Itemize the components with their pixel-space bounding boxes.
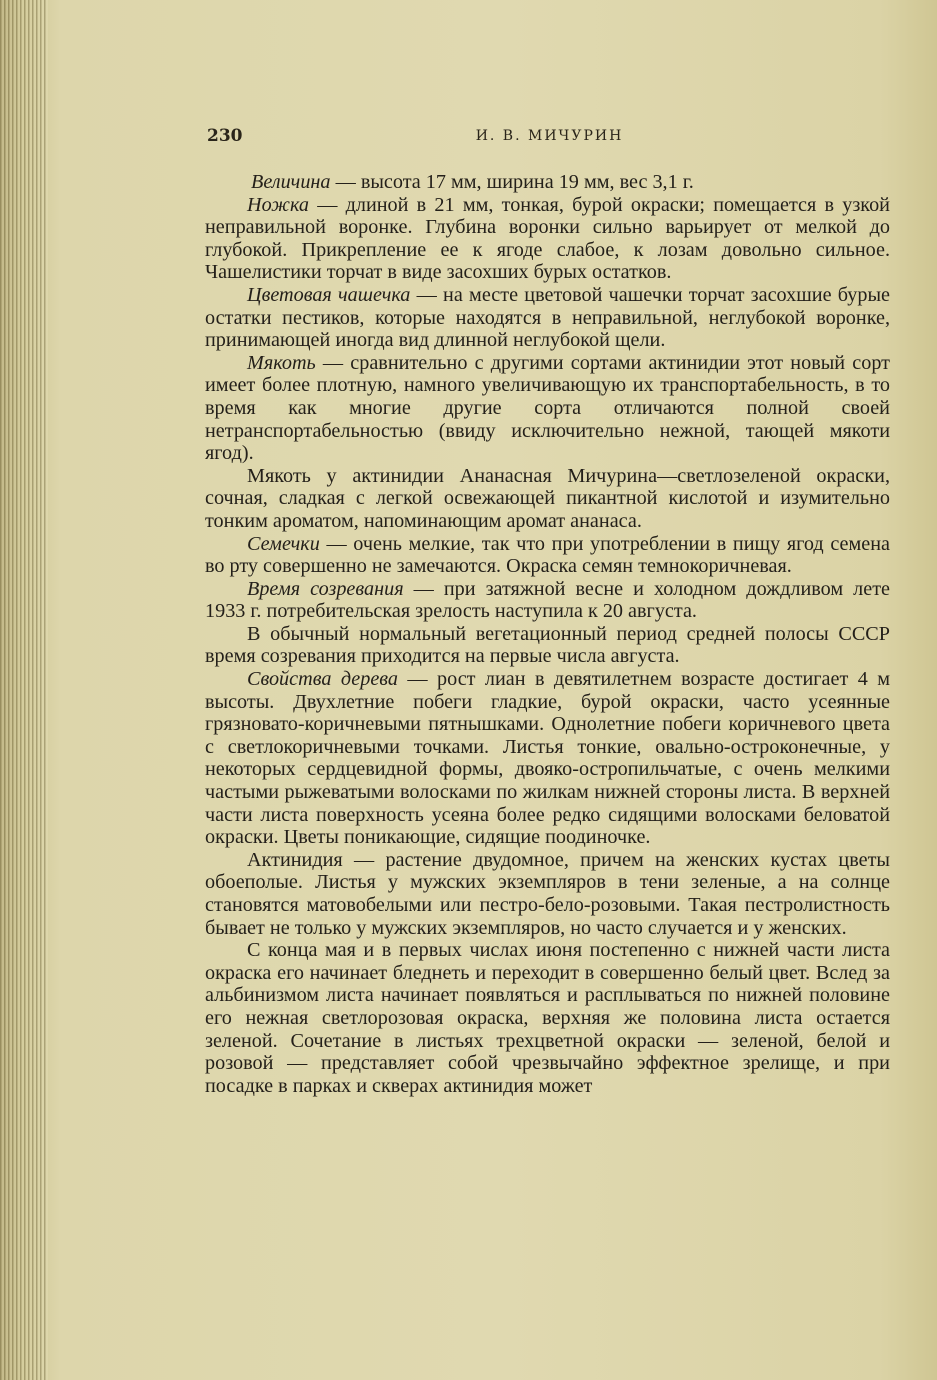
paragraph-term: Величина [251, 171, 331, 193]
paragraph-term: Семечки [247, 532, 320, 555]
paragraph-term: Время созревания [247, 577, 404, 600]
paragraph-text: С конца мая и в первых числах июня постепенно с нижней части листа окраска его начинает бледнеть и переходит в совершенно белый цвет. Вслед за альбинизмом листа начинает появляться и расплываться по нижней половине его нежная светлорозовая окраска, верхняя же половина листа остается зеленой. Сочетание в листьях трехцветной окраски — зеленой, белой и розовой — представляет собой чрезвычайно эффектное зрелище, и при посадке в парках и скверах актинидия может [205, 939, 890, 1097]
paragraph-term: Цветовая чашечка [247, 283, 411, 306]
paragraph-dioecious [205, 849, 890, 939]
paragraph-ripening [205, 578, 890, 623]
paragraph-term: Свойства дерева [247, 668, 399, 691]
paragraph-stalk [205, 194, 890, 284]
paragraph-term: Мякоть [247, 351, 316, 374]
paragraph-text: — высота 17 мм, ширина 19 мм, вес 3,1 г. [330, 171, 694, 193]
paragraph-text: — сравнительно с другими сортами актинидии этот новый сорт имеет более плотную, намного увеличивающую их транспортабельность, в то время как многие другие сорта отличаются полной своей нетранспортабельностью (ввиду исключительно нежной, тающей мякоти ягод). [205, 351, 890, 465]
paragraph-text: — при затяжной весне и холодном дождливом лете 1933 г. потребительская зрелость наступила к 20 августа. [205, 577, 890, 623]
paragraph-text: Мякоть у актинидии Ананасная Мичурина—светлозеленой окраски, сочная, сладкая с легкой освежающей пикантной кислотой и изумительно тонким ароматом, напоминающим аромат ананаса. [205, 464, 890, 532]
paragraph-text: В обычный нормальный вегетационный период средней полосы СССР время созревания приходится на первые числа августа. [205, 622, 890, 668]
paragraph-leaf-color [205, 939, 890, 1097]
page-edges [0, 0, 48, 1380]
paragraph-tree-properties [205, 668, 890, 849]
paragraph-ripening-normal [205, 623, 890, 668]
page-number: 230 [207, 126, 243, 146]
paragraph-text: — очень мелкие, так что при употреблении в пищу ягод семена во рту совершенно не замечаются. Окраска семян темнокоричневая. [205, 532, 890, 578]
paragraph-text: — длиной в 21 мм, тонкая, бурой окраски; помещается в узкой неправильной воронке. Глубина воронки сильно варьирует от мелкой до глубокой. Прикрепление ее к ягоде слабое, к лозам довольно сильное. Чашелистики торчат в виде засохших бурых остатков. [205, 193, 890, 284]
paragraph-term: Ножка [247, 193, 309, 216]
paragraph-seeds [205, 533, 890, 578]
paragraph-text: — рост лиан в девятилетнем возрасте достигает 4 м высоты. Двухлетние побеги гладкие, бурой окраски, часто усеянные грязновато-коричневыми пятнышками. Однолетние побеги коричневого цвета с светлокоричневыми точками. Листья тонкие, овально-остроконечные, у некоторых сердцевидной формы, двояко-остропильчатые, с очень мелкими частыми рыжеватыми волосками по жилкам нижней стороны листа. В верхней части листа поверхность усеяна более редко сидящими волосками беловатой окраски. Цветы поникающие, сидящие поодиночке. [205, 668, 890, 849]
paragraph-text: — на месте цветовой чашечки торчат засохшие бурые остатки пестиков, которые находятся в неправильной, неглубокой воронке, принимающей иногда вид длинной неглубокой щели. [205, 283, 890, 352]
paragraph-size [205, 171, 890, 194]
paragraph-flesh [205, 352, 890, 465]
header-title: И. В. МИЧУРИН [475, 128, 624, 144]
paragraph-calyx [205, 284, 890, 352]
paragraph-text: Актинидия — растение двудомное, причем на женских кустах цветы обоеполые. Листья у мужских экземпляров в тени зеленые, а на солнце становятся матовобелыми или пестро-бело-розовыми. Такая пестролистность бывает не только у мужских экземпляров, но часто случается и у женских. [205, 848, 890, 939]
paragraph-flesh-taste [205, 465, 890, 533]
running-head [207, 126, 892, 152]
body-text [205, 171, 890, 1097]
